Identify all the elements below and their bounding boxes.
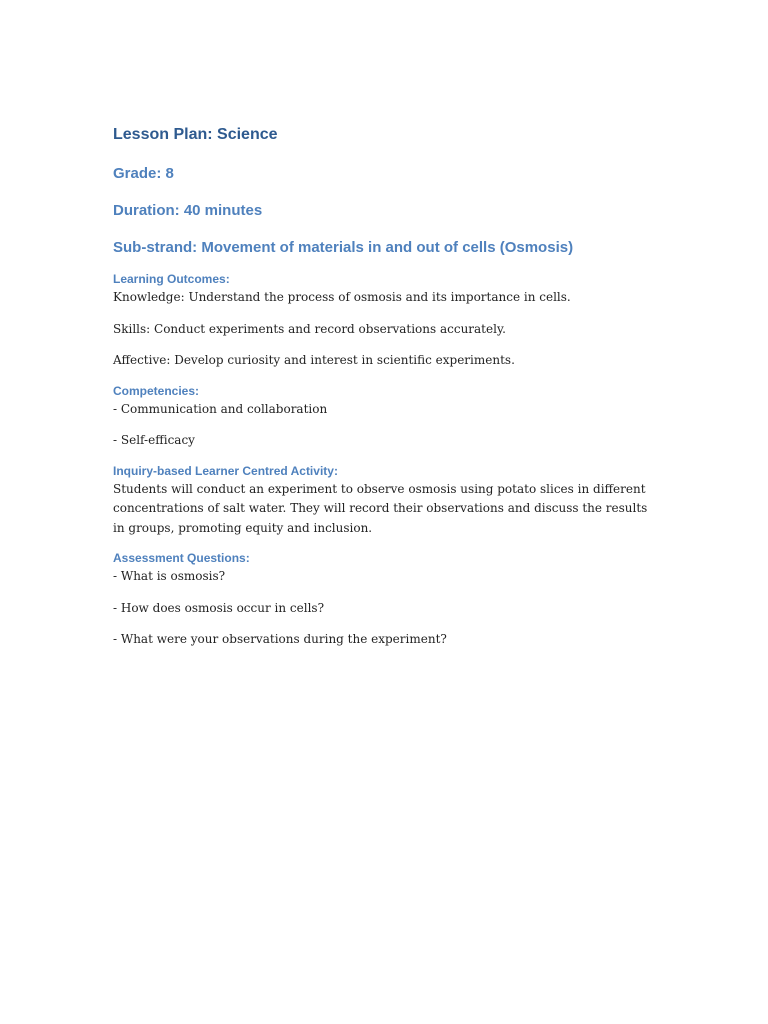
assessment-question: - What were your observations during the experiment?: [113, 632, 447, 646]
duration-heading: Duration: 40 minutes: [113, 202, 263, 219]
grade-heading: Grade: 8: [113, 165, 174, 182]
lesson-title: Lesson Plan: Science: [113, 126, 278, 143]
learning-outcome-item: Knowledge: Understand the process of osmosis and its importance in cells.: [113, 290, 571, 304]
assessment-question: - How does osmosis occur in cells?: [113, 600, 324, 615]
learning-outcomes-section: [113, 270, 658, 371]
assessment-section: [113, 549, 658, 650]
substrand-heading: Sub-strand: Movement of materials in and out of cells (Osmosis): [113, 239, 574, 256]
learning-outcome-item: Affective: Develop curiosity and interest in scientific experiments.: [113, 353, 515, 367]
activity-heading: Inquiry-based Learner Centred Activity:: [113, 463, 338, 478]
assessment-heading: Assessment Questions:: [113, 551, 250, 565]
assessment-question: - What is osmosis?: [113, 569, 226, 583]
activity-text: Students will conduct an experiment to observe osmosis using potato slices in different concentrations of salt water. They will record their observations and discuss the results in groups, promoting equity and inclusion.: [113, 481, 648, 535]
competencies-heading: Competencies:: [113, 383, 200, 398]
learning-outcomes-heading: Learning Outcomes:: [113, 272, 230, 286]
competency-item: - Communication and collaboration: [113, 401, 328, 416]
activity-section: [113, 462, 658, 539]
learning-outcome-item: Skills: Conduct experiments and record observations accurately.: [113, 321, 506, 336]
competencies-section: [113, 382, 658, 451]
competency-item: - Self-efficacy: [113, 433, 195, 447]
